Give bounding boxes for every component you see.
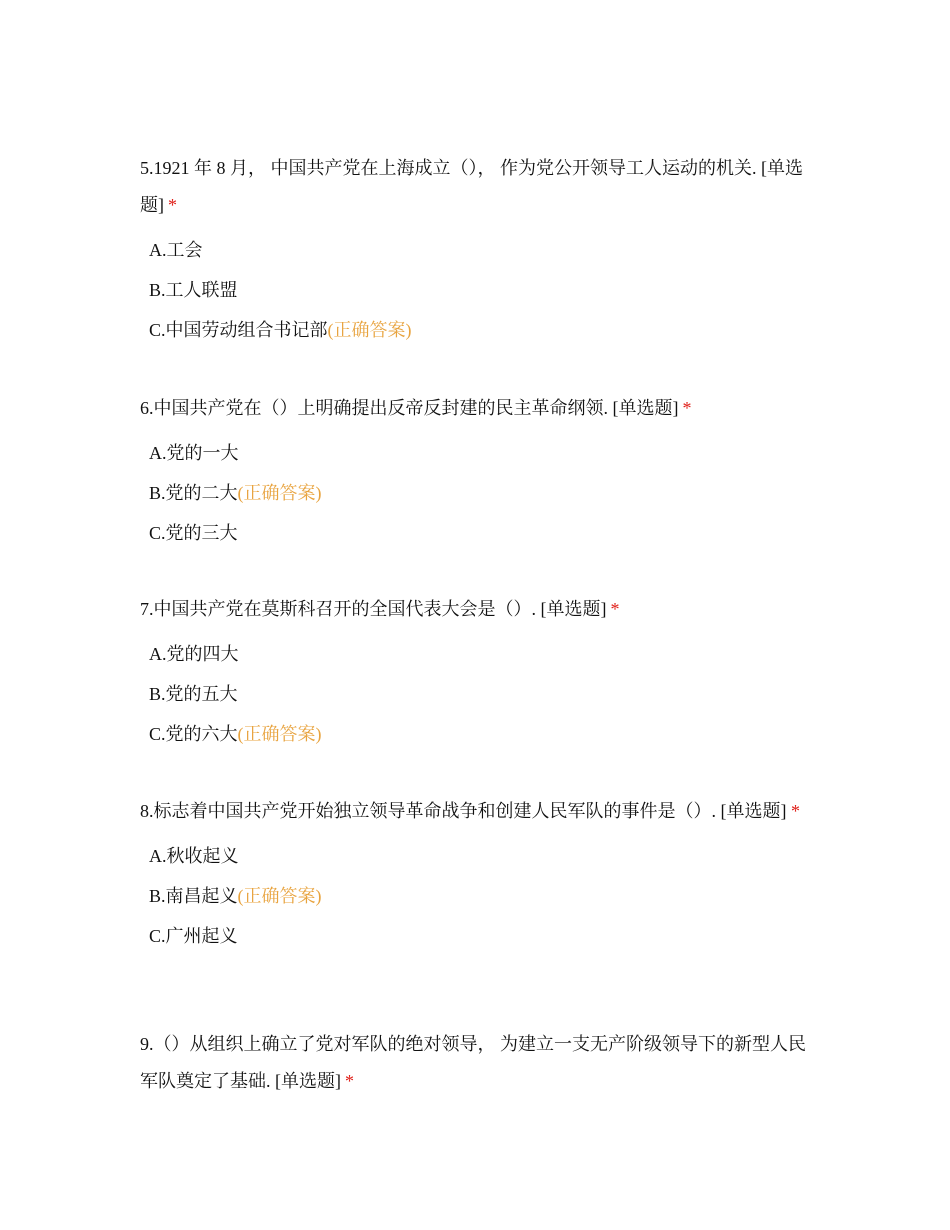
required-marker: * bbox=[168, 195, 177, 215]
option-a[interactable]: A.秋收起义 bbox=[149, 846, 239, 866]
option-c[interactable]: C.党的三大 bbox=[149, 523, 238, 543]
option-b[interactable]: B.党的二大(正确答案) bbox=[149, 483, 322, 503]
option-b[interactable]: B.南昌起义(正确答案) bbox=[149, 886, 322, 906]
question-text: 6.中国共产党在（）上明确提出反帝反封建的民主革命纲领. [单选题] * bbox=[140, 398, 692, 418]
correct-answer-tag: (正确答案) bbox=[327, 320, 412, 340]
question-8 bbox=[140, 793, 800, 956]
option-a[interactable]: A.党的四大 bbox=[149, 644, 239, 664]
correct-answer-tag: (正确答案) bbox=[237, 724, 322, 744]
option-list bbox=[140, 433, 692, 553]
option-a[interactable]: A.工会 bbox=[149, 240, 203, 260]
question-text: 5.1921 年 8 月， 中国共产党在上海成立（）， 作为党公开领导工人运动的机关. [单选题] * bbox=[140, 158, 803, 215]
option-c[interactable]: C.中国劳动组合书记部(正确答案) bbox=[149, 320, 412, 340]
option-c[interactable]: C.党的六大(正确答案) bbox=[149, 724, 322, 744]
required-marker: * bbox=[682, 398, 692, 418]
question-text: 9.（）从组织上确立了党对军队的绝对领导， 为建立一支无产阶级领导下的新型人民军队奠定了基础. [单选题] * bbox=[140, 1034, 806, 1091]
option-b[interactable]: B.工人联盟 bbox=[149, 280, 238, 300]
correct-answer-tag: (正确答案) bbox=[237, 886, 322, 906]
question-text: 8.标志着中国共产党开始独立领导革命战争和创建人民军队的事件是（）. [单选题] * bbox=[140, 801, 800, 821]
question-7 bbox=[140, 591, 620, 754]
question-6 bbox=[140, 390, 692, 553]
option-list bbox=[140, 836, 800, 956]
option-list bbox=[140, 634, 620, 754]
required-marker: * bbox=[345, 1071, 354, 1091]
question-5 bbox=[140, 150, 820, 350]
question-text: 7.中国共产党在莫斯科召开的全国代表大会是（）. [单选题] * bbox=[140, 599, 620, 619]
option-list bbox=[140, 230, 820, 350]
question-9 bbox=[140, 1026, 820, 1100]
correct-answer-tag: (正确答案) bbox=[237, 483, 322, 503]
option-a[interactable]: A.党的一大 bbox=[149, 443, 239, 463]
required-marker: * bbox=[610, 599, 620, 619]
option-c[interactable]: C.广州起义 bbox=[149, 926, 238, 946]
option-b[interactable]: B.党的五大 bbox=[149, 684, 238, 704]
required-marker: * bbox=[791, 801, 800, 821]
